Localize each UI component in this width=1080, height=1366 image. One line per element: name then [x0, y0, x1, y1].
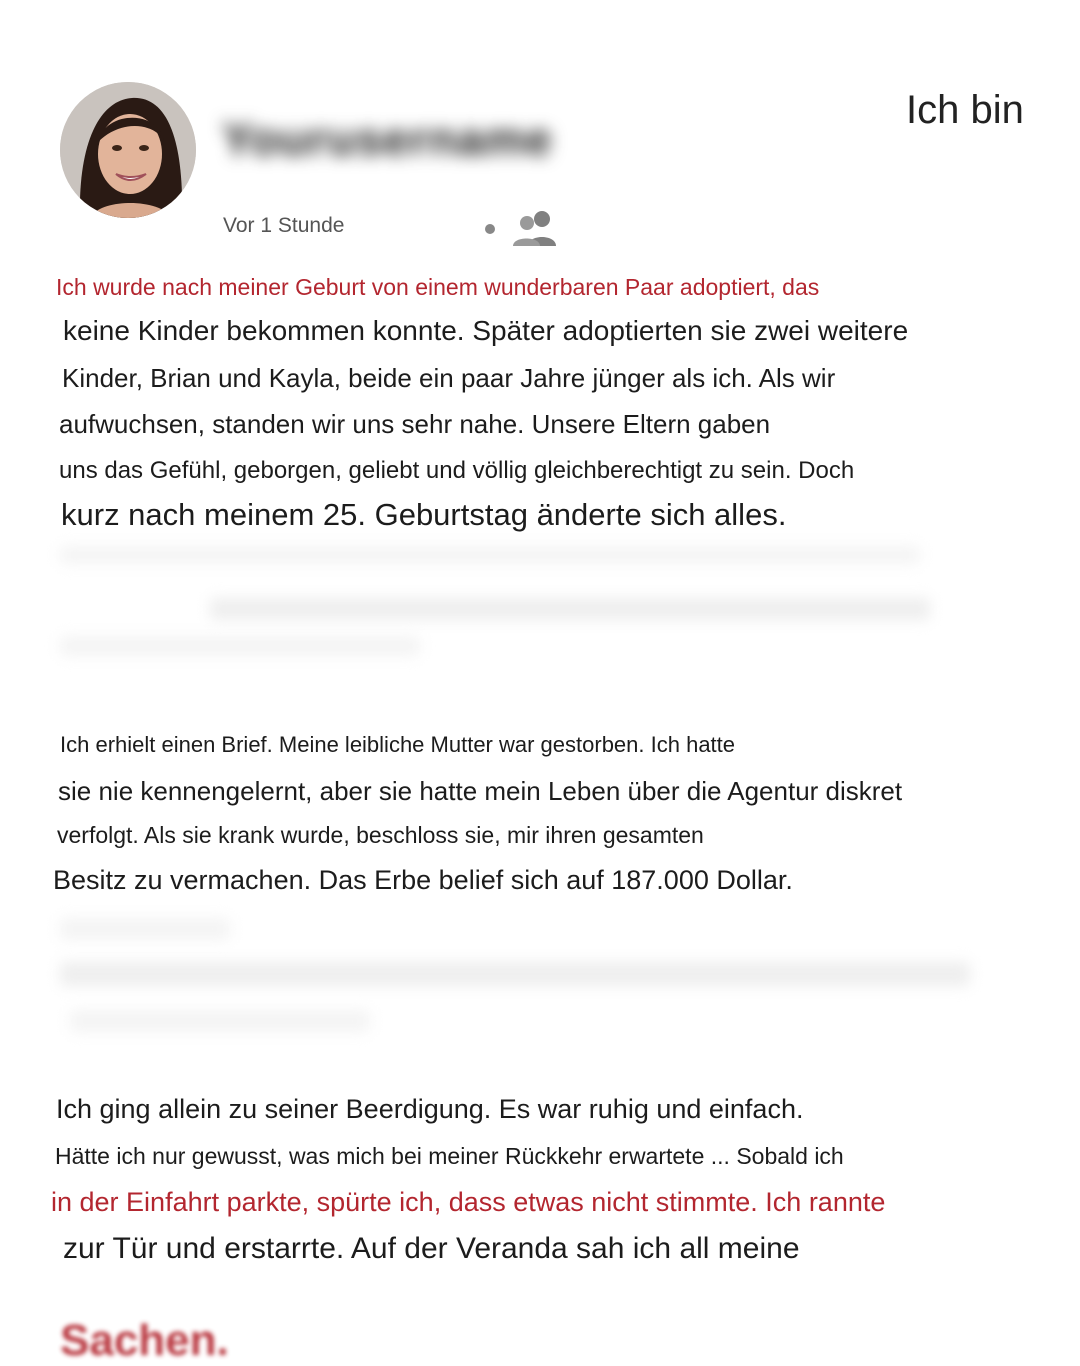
- post-text-line: Besitz zu vermachen. Das Erbe belief sich auf 187.000 Dollar.: [53, 865, 793, 895]
- post-text-line: in der Einfahrt parkte, spürte ich, dass etwas nicht stimmte. Ich rannte: [51, 1187, 886, 1217]
- author-name[interactable]: Yourusername: [222, 113, 553, 165]
- blurred-text: [60, 962, 970, 986]
- post-text-line: Ich erhielt einen Brief. Meine leibliche Mutter war gestorben. Ich hatte: [60, 732, 736, 757]
- post-text-line: keine Kinder bekommen konnte. Später adoptierten sie zwei weitere: [63, 315, 909, 346]
- post-text-line: uns das Gefühl, geborgen, geliebt und völlig gleichberechtigt zu sein. Doch: [59, 457, 855, 484]
- post-text-line: verfolgt. Als sie krank wurde, beschloss sie, mir ihren gesamten: [57, 822, 704, 848]
- post-text-line: zur Tür und erstarrte. Auf der Veranda sah ich all meine: [63, 1232, 800, 1265]
- post-text-line: Ich wurde nach meiner Geburt von einem wunderbaren Paar adoptiert, das: [56, 274, 820, 300]
- group-icon: [510, 208, 560, 248]
- post-text-line: Ich ging allein zu seiner Beerdigung. Es war ruhig und einfach.: [56, 1094, 804, 1124]
- separator-dot: [485, 224, 495, 234]
- post-text-line: sie nie kennengelernt, aber sie hatte mein Leben über die Agentur diskret: [58, 776, 903, 806]
- post-text-line: aufwuchsen, standen wir uns sehr nahe. Unsere Eltern gaben: [59, 409, 771, 439]
- blurred-text: [210, 598, 930, 620]
- post-text-tail: Sachen.: [60, 1316, 229, 1365]
- post-text-line: Kinder, Brian und Kayla, beide ein paar Jahre jünger als ich. Als wir: [62, 363, 836, 393]
- post-text-line: kurz nach meinem 25. Geburtstag änderte sich alles.: [61, 497, 787, 532]
- corner-label: Ich bin: [906, 88, 1024, 132]
- blurred-text: [60, 918, 230, 940]
- blurred-text: [70, 1010, 370, 1032]
- blurred-text: [60, 636, 420, 656]
- blurred-text: [60, 546, 920, 564]
- post-timestamp: Vor 1 Stunde: [223, 214, 345, 237]
- avatar[interactable]: [60, 82, 196, 218]
- profile-photo: [60, 82, 196, 218]
- post-text-line: Hätte ich nur gewusst, was mich bei meiner Rückkehr erwartete ... Sobald ich: [55, 1143, 844, 1169]
